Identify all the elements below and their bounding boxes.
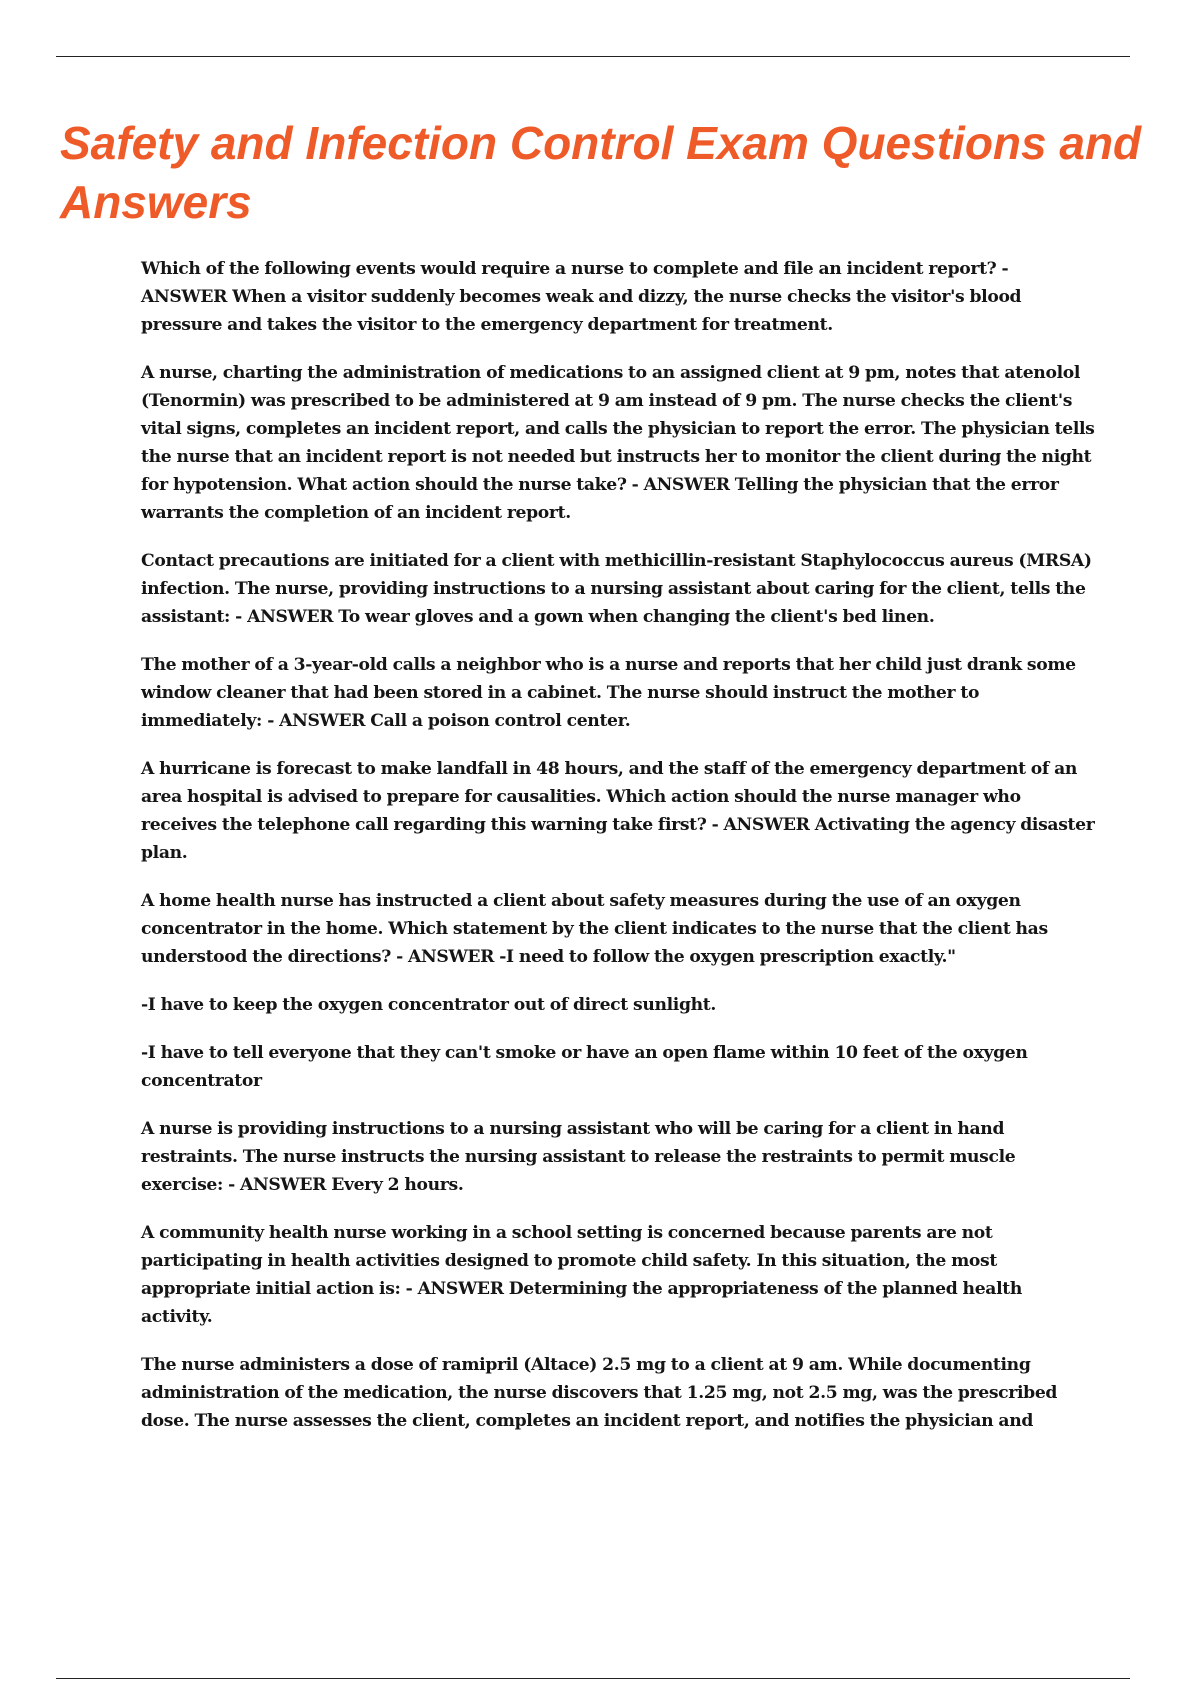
qa-paragraph: Which of the following events would require a nurse to complete and file an incident report? - ANSWER When a visitor suddenly becomes weak and dizzy, the nurse checks the visitor's blood pressure and takes the visitor to the emergency department for treatment. bbox=[141, 259, 1022, 335]
title-line-1: Safety and Infection Control Exam Questions and bbox=[60, 117, 1142, 169]
title-line-2: Answers bbox=[60, 176, 252, 228]
qa-paragraph: -I have to tell everyone that they can't smoke or have an open flame within 10 feet of the oxygen concentrator bbox=[141, 1043, 1028, 1091]
bottom-rule bbox=[56, 1678, 1130, 1679]
qa-paragraph: A nurse, charting the administration of medications to an assigned client at 9 pm, notes that atenolol (Tenormin) was prescribed to be administered at 9 am instead of 9 pm. The nurse checks the client's vital signs, completes an incident report, and calls the physician to report the error. The physician tells the nurse that an incident report is not needed but instructs her to monitor the client during the night for hypotension. What action should the nurse take? - ANSWER Telling the physician that the error warrants the completion of an incident report. bbox=[141, 363, 1095, 523]
qa-paragraph: A community health nurse working in a school setting is concerned because parents are not participating in health activities designed to promote child safety. In this situation, the most appropriate initial action is: - ANSWER Determining the appropriateness of the planned health activity. bbox=[141, 1223, 1022, 1327]
qa-paragraph: A home health nurse has instructed a client about safety measures during the use of an oxygen concentrator in the home. Which statement by the client indicates to the nurse that the client has understood the directions? - ANSWER -I need to follow the oxygen prescription exactly." bbox=[141, 891, 1048, 967]
top-rule bbox=[56, 56, 1130, 57]
qa-paragraph: -I have to keep the oxygen concentrator out of direct sunlight. bbox=[141, 995, 717, 1015]
qa-paragraph: Contact precautions are initiated for a client with methicillin-resistant Staphylococcus aureus (MRSA) infection. The nurse, providing instructions to a nursing assistant about caring for the client, tells the assistant: - ANSWER To wear gloves and a gown when changing the client's bed linen. bbox=[141, 551, 1092, 627]
qa-paragraph: A nurse is providing instructions to a nursing assistant who will be caring for a client in hand restraints. The nurse instructs the nursing assistant to release the restraints to permit muscle exercise: - ANSWER Every 2 hours. bbox=[141, 1119, 1016, 1195]
qa-paragraph: The nurse administers a dose of ramipril (Altace) 2.5 mg to a client at 9 am. While documenting administration of the medication, the nurse discovers that 1.25 mg, not 2.5 mg, was the prescribed dose. The nurse assesses the client, completes an incident report, and notifies the physician and bbox=[141, 1355, 1058, 1431]
document-body bbox=[141, 255, 1096, 1455]
document-title bbox=[60, 114, 1200, 232]
qa-paragraph: A hurricane is forecast to make landfall in 48 hours, and the staff of the emergency department of an area hospital is advised to prepare for causalities. Which action should the nurse manager who receives the telephone call regarding this warning take first? - ANSWER Activating the agency disaster plan. bbox=[141, 759, 1095, 863]
qa-paragraph: The mother of a 3-year-old calls a neighbor who is a nurse and reports that her child just drank some window cleaner that had been stored in a cabinet. The nurse should instruct the mother to immediately: - ANSWER Call a poison control center. bbox=[141, 655, 1076, 731]
